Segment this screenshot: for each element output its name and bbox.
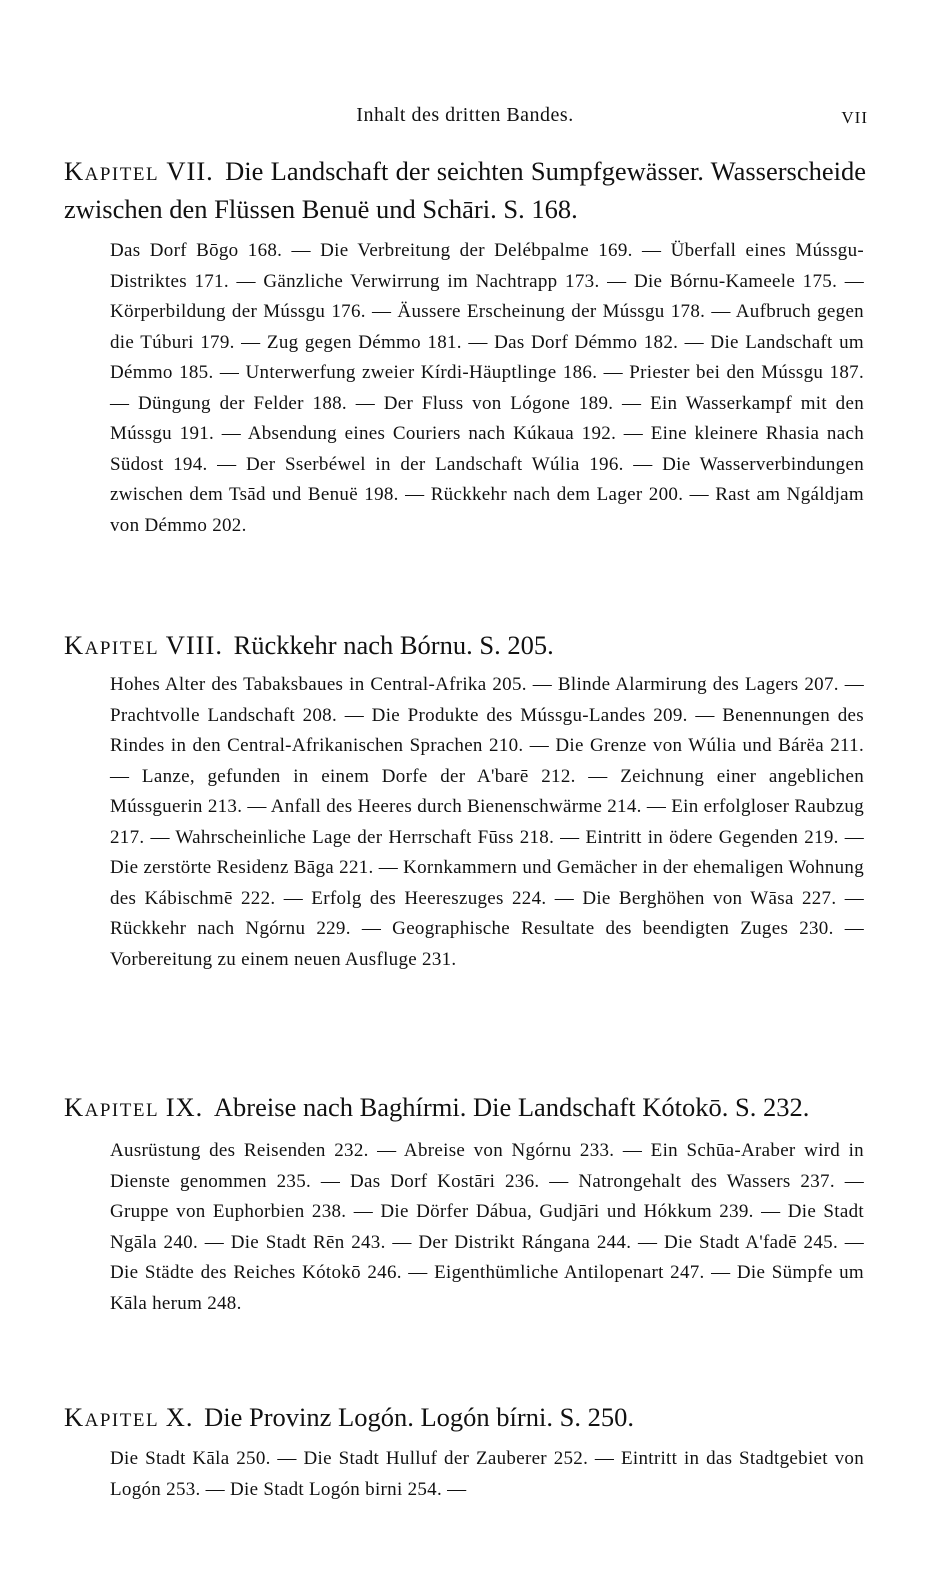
chapter-title: Die Landschaft der seichten Sumpfgewässer. Wasserscheide zwischen den Flüssen Benuë und Schāri. (64, 156, 866, 224)
chapter-number: VIII. (165, 630, 223, 660)
chapter-10 (0, 1398, 930, 1505)
chapter-label: Kapitel (64, 1402, 160, 1432)
chapter-number: IX. (165, 1092, 204, 1122)
chapter-label: Kapitel (64, 156, 160, 186)
chapter-page: S. 250. (559, 1402, 634, 1432)
chapter-8 (0, 626, 930, 975)
page-number: VII (841, 108, 868, 127)
running-title: Inhalt des dritten Bandes. (356, 104, 574, 126)
page-header (0, 104, 930, 132)
chapter-heading (64, 626, 866, 664)
chapter-number: VII. (166, 156, 214, 186)
chapter-title: Die Provinz Logón. Logón bírni. (204, 1402, 553, 1432)
chapter-label: Kapitel (64, 1092, 160, 1122)
chapter-heading (64, 1398, 866, 1436)
chapter-number: X. (165, 1402, 194, 1432)
chapter-title: Abreise nach Baghírmi. Die Landschaft Kótokō. (213, 1092, 729, 1122)
chapter-summary: Das Dorf Bōgo 168. — Die Verbreitung der Delébpalme 169. — Überfall eines Mússgu-Distriktes 171. — Gänzliche Verwirrung im Nachtrapp 173. — Die Bórnu-Kameele 175. — Körperbildung der Mússgu 176. — Äussere Erscheinung der Mússgu 178. — Aufbruch gegen die Túburi 179. — Zug gegen Démmo 181. — Das Dorf Démmo 182. — Die Landschaft um Démmo 185. — Unterwerfung zweier Kírdi-Häuptlinge 186. — Priester bei den Mússgu 187. — Düngung der Felder 188. — Der Fluss von Lógone 189. — Ein Wasserkampf mit den Mússgu 191. — Absendung eines Couriers nach Kúkaua 192. — Eine kleinere Rhasia nach Südost 194. — Der Sserbéwel in der Landschaft Wúlia 196. — Die Wasserverbindungen zwischen dem Tsād und Benuë 198. — Rückkehr nach dem Lager 200. — Rast am Ngáldjam von Démmo 202. (110, 240, 864, 536)
chapter-title: Rückkehr nach Bórnu. (233, 630, 473, 660)
chapter-page: S. 168. (503, 194, 578, 224)
chapter-heading (64, 1088, 866, 1126)
chapter-summary: Die Stadt Kāla 250. — Die Stadt Hulluf der Zauberer 252. — Eintritt in das Stadtgebiet von Logón 253. — Die Stadt Logón birni 254. — (110, 1448, 864, 1500)
chapter-9 (0, 1088, 930, 1319)
chapter-label: Kapitel (64, 630, 160, 660)
chapter-heading (64, 152, 866, 228)
chapter-page: S. 205. (479, 630, 554, 660)
chapter-summary: Hohes Alter des Tabaksbaues in Central-Afrika 205. — Blinde Alarmirung des Lagers 207. — Prachtvolle Landschaft 208. — Die Produkte des Mússgu-Landes 209. — Benennungen des Rindes in den Central-Afrikanischen Sprachen 210. — Die Grenze von Wúlia und Bárëa 211. — Lanze, gefunden in einem Dorfe der A'barē 212. — Zeichnung einer angeblichen Mússguerin 213. — Anfall des Heeres durch Bienenschwärme 214. — Ein erfolgloser Raubzug 217. — Wahrscheinliche Lage der Herrschaft Fūss 218. — Eintritt in ödere Gegenden 219. — Die zerstörte Residenz Bāga 221. — Kornkammern und Gemächer in der ehemaligen Wohnung des Kábischmē 222. — Erfolg des Heereszuges 224. — Die Berghöhen von Wāsa 227. — Rückkehr nach Ngórnu 229. — Geographische Resultate des beendigten Zuges 230. — Vorbereitung zu einem neuen Ausfluge 231. (110, 674, 864, 970)
chapter-7 (0, 152, 930, 541)
chapter-summary: Ausrüstung des Reisenden 232. — Abreise von Ngórnu 233. — Ein Schūa-Araber wird in Dienste genommen 235. — Das Dorf Kostāri 236. — Natrongehalt des Wassers 237. — Gruppe von Euphorbien 238. — Die Dörfer Dábua, Gudjāri und Hókkum 239. — Die Stadt Ngāla 240. — Die Stadt Rēn 243. — Der Distrikt Rángana 244. — Die Stadt A'fadē 245. — Die Städte des Reiches Kótokō 246. — Eigenthümliche Antilopenart 247. — Die Sümpfe um Kāla herum 248. (110, 1140, 864, 1314)
chapter-page: S. 232. (734, 1092, 810, 1122)
